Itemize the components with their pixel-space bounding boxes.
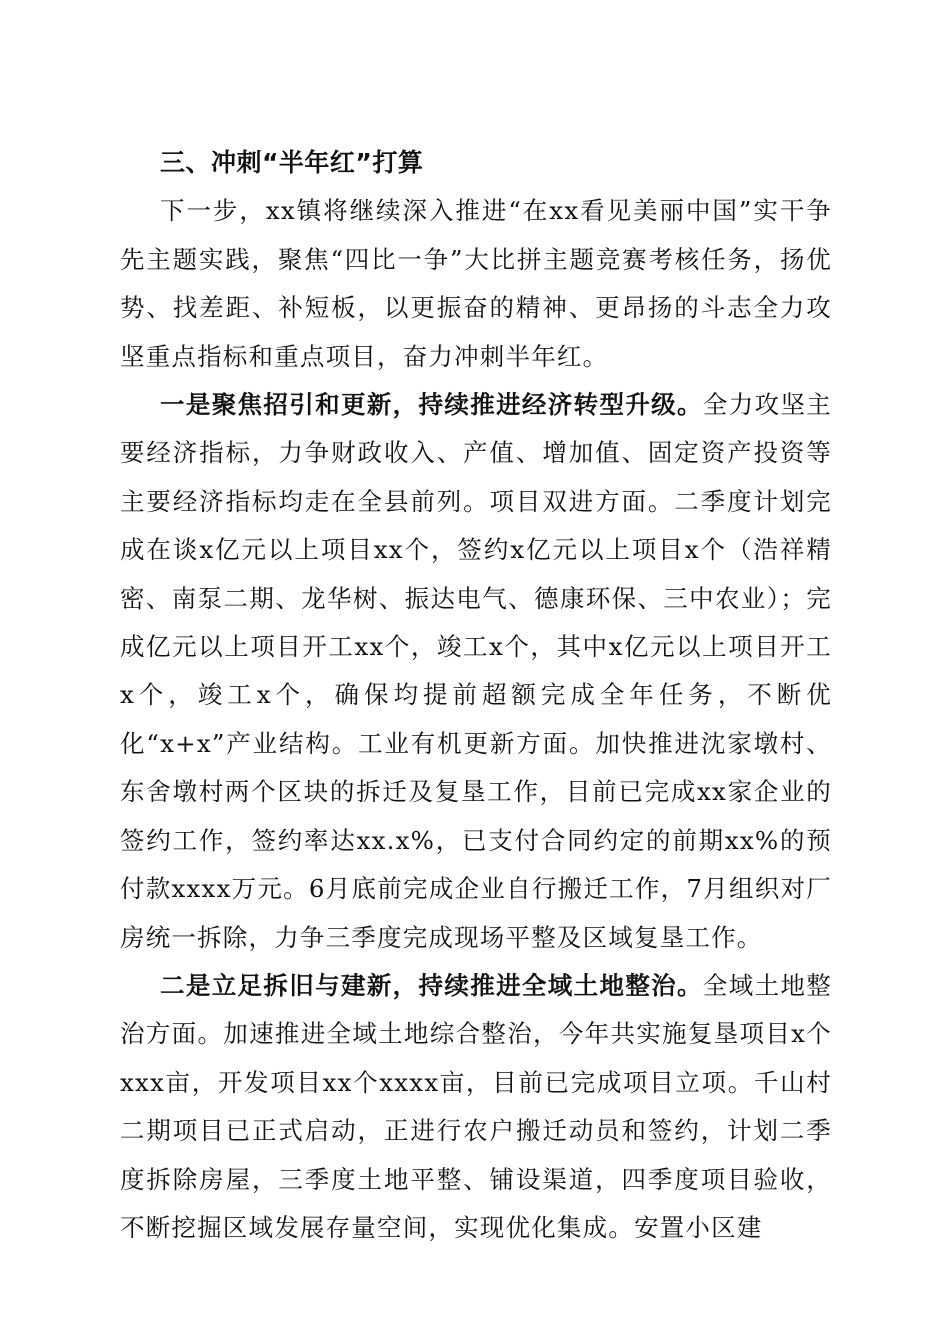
paragraph-land-text: 全域土地整治方面。加速推进全域土地综合整治，今年共实施复垦项目x个xxx亩，开发项目xx个xxxx亩，目前已完成项目立项。千山村二期项目已正式启动，正进行农户搬迁动员和签约，计划二季度拆除房屋，三季度土地平整、铺设渠道，四季度项目验收，不断挖掘区域发展存量空间，实现优化集成。安置小区建	[120, 970, 832, 1242]
paragraph-economy	[120, 381, 832, 962]
paragraph-economy-lead: 一是聚焦招引和更新，持续推进经济转型升级。	[160, 390, 703, 420]
paragraph-intro	[120, 187, 832, 381]
paragraph-land	[120, 962, 832, 1252]
paragraph-economy-text: 全力攻坚主要经济指标，力争财政收入、产值、增加值、固定资产投资等主要经济指标均走在全县前列。项目双进方面。二季度计划完成在谈x亿元以上项目xx个，签约x亿元以上项目x个（浩祥精密、南泵二期、龙华树、振达电气、德康环保、三中农业）；完成亿元以上项目开工xx个，竣工x个，其中x亿元以上项目开工x个，竣工x个，确保均提前超额完成全年任务，不断优化“x+x”产业结构。工业有机更新方面。加快推进沈家墩村、东舍墩村两个区块的拆迁及复垦工作，目前已完成xx家企业的签约工作，签约率达xx.x%，已支付合同约定的前期xx%的预付款xxxx万元。6月底前完成企业自行搬迁工作，7月组织对厂房统一拆除，力争三季度完成现场平整及区域复垦工作。	[120, 390, 832, 952]
section-title: 三、冲刺“半年红”打算	[160, 148, 424, 177]
paragraph-land-lead: 二是立足拆旧与建新，持续推进全域土地整治。	[160, 970, 703, 1000]
paragraph-intro-text: 下一步，xx镇将继续深入推进“在xx看见美丽中国”实干争先主题实践，聚焦“四比一争”大比拼主题竞赛考核任务，扬优势、找差距、补短板，以更振奋的精神、更昂扬的斗志全力攻坚重点指标和重点项目，奋力冲刺半年红。	[120, 196, 832, 371]
document-body	[120, 139, 832, 1252]
